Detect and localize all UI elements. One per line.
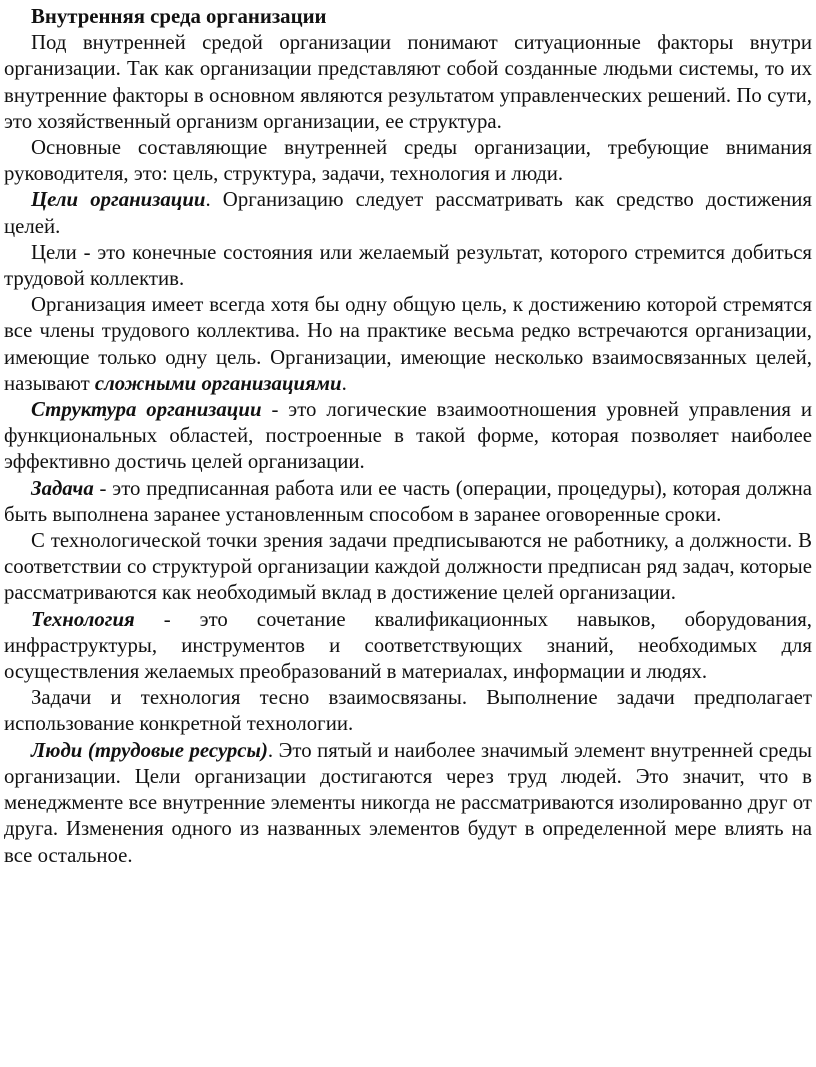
paragraph-goals-definition: Цели - это конечные состояния или желаемый результат, которого стремится добиться трудовой коллектив. bbox=[4, 240, 812, 291]
paragraph-internal-environment-definition: Под внутренней средой организации понимают ситуационные факторы внутри организации. Так как организации представляют собой созданные людьми системы, то их внутренние факторы в основном являются результатом управленческих решений. По сути, это хозяйственный организм организации, ее структура. bbox=[4, 31, 812, 133]
paragraph-task-technology-link: Задачи и технология тесно взаимосвязаны. Выполнение задачи предполагает использование конкретной технологии. bbox=[4, 686, 812, 736]
document-body bbox=[4, 4, 812, 869]
paragraph-end: . bbox=[341, 371, 347, 395]
paragraph-task-technology-view: С технологической точки зрения задачи предписываются не работнику, а должности. В соответствии со структурой организации каждой должности предписан ряд задач, которые рассматриваются как необходимый вклад в достижение целей организации. bbox=[4, 529, 812, 605]
paragraph-structure bbox=[4, 397, 812, 476]
paragraph-complex-organizations bbox=[4, 292, 812, 397]
term-structure: Структура организации bbox=[31, 398, 262, 422]
paragraph-text: - это логические взаимоотношения уровней управления и функциональных областей, построенные в такой форме, которая позволяет наиболее эффективно достичь целей организации. bbox=[4, 398, 812, 474]
paragraph-technology bbox=[4, 607, 812, 686]
term-goals: Цели организации bbox=[31, 188, 206, 212]
term-technology: Технология bbox=[31, 607, 135, 631]
paragraph-text: - это сочетание квалификационных навыков, оборудования, инфраструктуры, инструментов и соответствующих знаний, необходимых для осуществления желаемых преобразований в материалах, информации и людях. bbox=[4, 607, 812, 684]
paragraph-text: Организация имеет всегда хотя бы одну общую цель, к достижению которой стремятся все члены трудового коллектива. Но на практике весьма редко встречаются организации, имеющие только одну цель. Организации, имеющие несколько взаимосвязанных целей, называют bbox=[4, 293, 812, 395]
paragraph-text: . Организацию следует рассматривать как средство достижения целей. bbox=[4, 188, 812, 238]
paragraph-main-components: Основные составляющие внутренней среды организации, требующие внимания руководителя, это: цель, структура, задачи, технология и люди. bbox=[4, 136, 812, 186]
term-task: Задача bbox=[31, 476, 94, 500]
paragraph-task bbox=[4, 476, 812, 528]
document-title: Внутренняя среда организации bbox=[31, 5, 327, 28]
term-people: Люди (трудовые ресурсы) bbox=[31, 738, 268, 762]
paragraph-people bbox=[4, 738, 812, 869]
paragraph-text: - это предписанная работа или ее часть (операции, процедуры), которая должна быть выполнена заранее установленным способом в заранее оговоренные сроки. bbox=[4, 476, 812, 526]
term-complex-organizations: сложными организациями bbox=[94, 371, 342, 395]
paragraph-goals bbox=[4, 187, 812, 239]
paragraph-text: . Это пятый и наиболее значимый элемент внутренней среды организации. Цели организации достигаются через труд людей. Это значит, что в менеджменте все внутренние элементы никогда не рассматриваются изолированно друг от друга. Изменения одного из названных элементов будут в определенной мере влиять на все остальное. bbox=[4, 738, 812, 867]
